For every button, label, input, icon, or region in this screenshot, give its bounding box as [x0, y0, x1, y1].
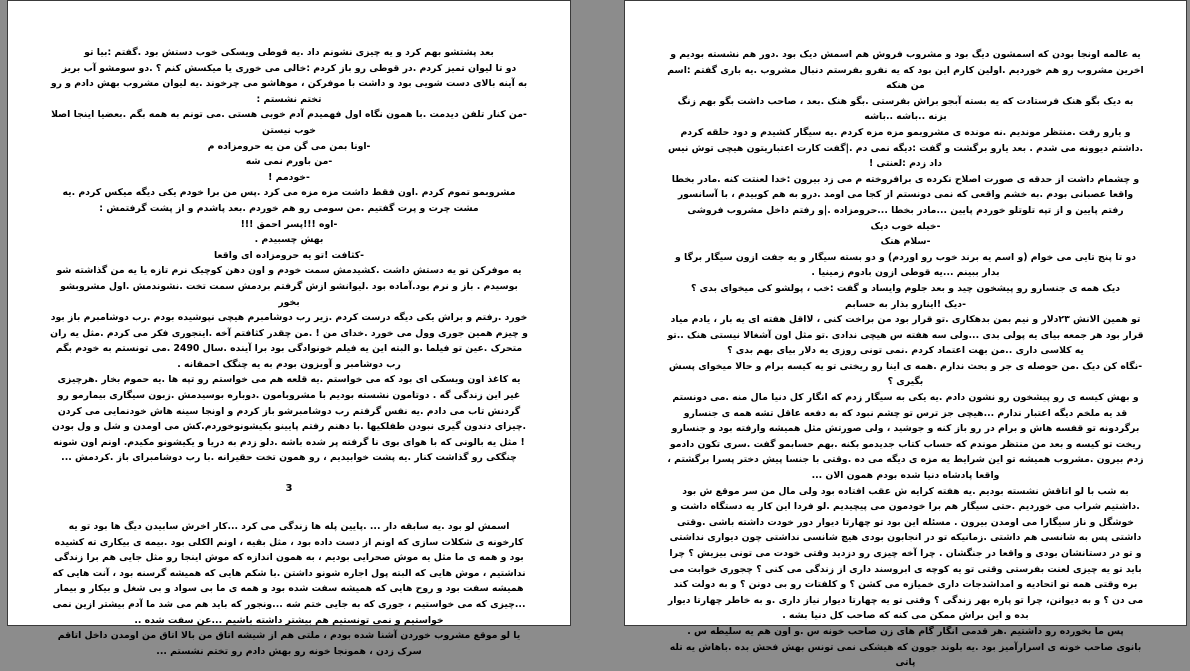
text-line: بعد پشتشو بهم کرد و یه چیزی نشونم داد .یه قوطی ویسکی خوب دستش بود .گفتم :بیا تو [84, 47, 494, 58]
text-line: به شب با لو اتاقش نشسته بودیم .یه هفته کرایه ش عقب افتاده بود ولی مال من سر موقع ش بود .داشتیم شراب می خوردیم .حتی سیگار هم برا خودمون می پیچیدیم .لو فردا این کار یه دستگاه داشت و خوشگل و ناز سیگارا می اومدن بیرون . مسئله این بود تو چهارتا دیوار دور خودت داشته باشی .وقتی داشتی پس به شانسی هم داشتی .زمانیکه تو در انجابون بودی هیچ شانسی نداشتی چون دیواری نداشتی و تو در دستانشان بودی و واقعا در جنگشان . چرا آخه چیزی رو دزدید وقتی خودت می تونی بیزیش ؟ چرا باید تو یه چیزی لعنت بفرستی وقتی تو یه کوچه ی ابروسند داری از زندگی می کنی ؟ چجوری خوابت می بره وقتی همه تو اتحادیه و امداشدجات داری خمیازه می کشن ؟ و کلفتات رو بی دونن ؟ و به دولت کند می دن ؟ و به دیوانن، چرا تو پاره بهر زندگی ؟ وقتی تو یه چهارتا دیوار نیاز داری .و به خاطر چهارتا دیوار بده و این براش ممکن می کنه که صاحب کل دنیا بشه . [667, 485, 1144, 622]
right-page-body [667, 47, 1144, 671]
text-line: یه موفرکن تو یه دستش داشت .کشیدمش سمت خودم و اون دهن کوچیک نرم تازه یا یه من گذاشته شو بوسیدم . باز و نرم بود.آماده بود .لیوانشو ازش گرفتم بردمش سمت تخت .نشوندمش .اول مشروبشو بخور [56, 265, 522, 308]
text-line: -سلام هنک [880, 236, 931, 248]
text-line: پس ما بخورده رو داشتیم .هر قدمی انگار گام های زن صاحب خونه س .و اون هم یه سلیطه س . [687, 625, 1124, 637]
left-page-body-top [50, 45, 528, 466]
text-line: یه کاغذ اون ویسکی ای بود که می خواستم .یه قلعه هم می خواستم رو تپه ها .یه حموم بخار .هرچیزی غیر این زندگی گه . دوتامون نشسته بودیم با مشروبامون .دوباره بوسیدمش .زبون سیگاری بیمارمو رو گردنش تاب می دادم .یه نفس گرفتم رب دوشامبرشو باز کردم و اونجا سینه هاش خودنمایی می کردن .چیزای دندون گیری نبودن طفلکیها .با دهنم رفتم پایینو بکیشونوخوردم.کش می اومدن و شل و ول بودن ! مثل یه بالونی که با هوای بوی نا گرفته پر شده باشه .دلو زدم به دریا و یکیشونو مکیدم. اونم اون شونه چنگکی رو گذاشت کنار .یه پشت خوابیدیم ، رو همون تخت حقیرانه .با رب دوشامبرای باز .کردمش ... [51, 374, 527, 464]
text-line: به آینه بالای دست شویی بود و داشت با موفرکن ، موهاشو می چرخوند .یه لیوان مشروب بهش دادم و رو تختم نشستم : [50, 78, 528, 105]
text-line: -من باورم نمی شه [245, 156, 333, 168]
page-number: 3 [285, 483, 293, 494]
text-line: -کثافت !تو یه حرومزاده ای واقعا [213, 249, 365, 261]
text-line: -نگاه کن دیک .من حوصله ی جر و بحث ندارم .همه ی اینا رو ریختی تو یه کیسه برام و حالا میخوای پسش بگیری ؟ [668, 360, 1143, 388]
text-line: دیک همه ی جنسارو رو پیشخون چید و بعد جلوم وایساد و گفت :خب ، پولشو کی میخوای بدی ؟ [690, 282, 1121, 294]
text-line: -اونا بمن می گن من یه حرومزاده م [207, 140, 371, 152]
text-line: اسمش لو بود .یه سابقه دار ... .پایین پله ها زندگی می کرد ...کار اخرش سابیدن دیگ ها بود تو یه کارخونه ی شکلات سازی که اونم از دست داده بود ، مثل بقیه ، اونم الکلی بود .بیمه ی بیکاری ته کشیده بود و همه ی ما مثل یه موش صحرایی بودیم ، به همون اندازه که موش اینجا رو مثل جایی هم برا زندگی نداشتیم ، موش هایی که البته پول اجاره شونو داشتن .با شکم هایی که همیشه گرسنه بود ، آنت هایی که همیشه سفت بود و روح هایی که همیشه سفت شده بود و همه ی ما بی سواد و بی شغل و بیکار و بیمار ...چیزی که می خواستیم ، جوری که به جایی ختم شه ...ونجور که باید هم می شد ما آدم بیشتر ازین نمی خواستیم و نمی تونستیم هم بیشتر داشته باشیم ...عن سفت شده .. [52, 521, 526, 626]
text-line: بهش چسبیدم . [254, 234, 324, 246]
text-line: مشروبمو تموم کردم .اون فقط داشت مزه مزه می کرد .پس من برا خودم یکی دیگه میکس کردم .یه مشت چرت و پرت گفتیم .من سومی رو هم خوردم .بعد پاشدم و از پشت گرفتمش : [62, 187, 516, 214]
document-page-right [624, 0, 1187, 669]
text-line: بانوی صاحب خونه ی اسرارآمیز بود .یه بلوند جوون که هیشکی نمی تونس بهش فحش بده .باهاش یه تله پاتی [669, 641, 1142, 669]
text-line: یه عالمه اونجا بودن که اسمشون دیگ بود و مشروب فروش هم اسمش دیک بود .دور هم نشسته بودیم و اخرین مشروب رو هم خوردیم .اولین کارم این بود که یه نفرو بفرستم دنبال مشروب .یه باری گفتم :اسم من هنکه [667, 49, 1144, 92]
text-line: -اوه !!!پسر احمق !!! [240, 218, 338, 230]
text-line: -دیک !اینارو بذار به حسابم [845, 298, 966, 310]
text-line: -خیله خوب دیک [870, 220, 941, 232]
text-line: و بهش کیسه ی رو پیشخون رو نشون دادم .یه یکی به سیگار زدم که انگار کل دنیا مال منه .می دونستم قد یه ملخم دیگه اعتبار ندارم ...هیچی جز ترس تو چشم نبود که به دفعه عاقل تشه همه ی جنسارو برگردونه تو قفسه هاش و برام در رو باز کنه و جوشید ، ولی صورتش مثل همیشه وارفته بود و جنسارو ریخت تو کیسه و بعد من منتظر موندم که حساب کتاب جدیدمو بکنه .بهم حسابمو گفت .سری تکون دادمو زدم بیرون .مشروب همیشه تو این شرایط یه مزه ی دیگه می ده .وقتی با جنسا پیش دختر پسرا برگشتم ، واقعا پادشاه دنیا شده بودم همون الان ... [667, 392, 1144, 482]
text-line: خورد .رفتم و براش یکی دیگه درست کردم .زیر رب دوشامبرم هیچی نپوشیده بودم .رب دوشامبرم باز بود و چیزم همین جوری وول می خورد .خدای من ! .من چقدر کثافتم آخه .اینجوری فکر می کردم .مثل یه ران متحرک .عین تو فیلما .و البته این یه فیلم خونوادگی بود برا آینده .سال 2490 .می تونستم به خودم بگم رب دوشامبر و آویزون بودم به یه چنگک احمقانه . [50, 312, 528, 370]
text-line: -خودمم ! [268, 171, 310, 183]
left-page-body-bottom [50, 519, 528, 659]
text-line: و یارو رفت .منتظر موندیم .نه مونده ی مشروبمو مزه مزه کردم .یه سیگار کشیدم و دود حلقه کردم .داشتم دیوونه می شدم . بعد یارو برگشت و گفت :دیگه نمی دم .|گفت کارت اعتباریتون هیچی توش نیس [667, 126, 1144, 154]
text-line: و چشمام داشت از حدقه ی صورت اصلاح نکرده ی برافروخته م می زد بیرون :خدا لعنتت کنه .مادر بخطا واقعا عصبانی بودم .به خشم واقعی که نمی دونستم از کجا می اومد .درو به هم کوبیدم ، با آسانسور رفتم پایین و از تپه تلوتلو خوردم پایین ...مادر بخطا ...حرومزاده .|و رفتم داخل مشروب فروشی [671, 173, 1140, 216]
text-line: دو تا پنج تایی می خوام (و اسم یه برند خوب رو اوردم) و دو بسته سیگار و یه جفت ازون سیگار برگا و بدار ببینم ...یه قوطی ازون بادوم زمینیا . [674, 251, 1137, 279]
text-line: یا لو موقع مشروب خوردن آشنا شده بودم ، ملتی هم از شیشه اتاق من بالا اتاق من اومدن داخل اتاقم سرک زدن ، همونجا خونه رو بهش دادم رو تختم نشستم ... [57, 630, 521, 657]
text-line: دو تا لیوان تمیز کردم .در قوطی رو باز کردم :خالی می خوری یا میکسش کنم ؟ .دو سومشو آب بریز [61, 62, 517, 74]
text-line: به دیک بگو هنک فرستادت که یه بسته آبجو براش بفرستی .بگو هنک .بعد ، صاحب داشت بگو بهم زنگ بزنه ..باشه ..باشه [677, 95, 1134, 123]
text-line: داد زدم :لعنتی ! [868, 158, 943, 170]
text-line: تو همین الانش ۲۳دلار و نیم بمن بدهکاری .تو قرار بود من براخت کنی ، لااقل هفته ای یه بار ، یادم میاد قرار بود هر جمعه بیای یه پولی بدی ...ولی سه هفته س هیچی ندادی .تو مثل اون آشغالا نیستی هنک ..تو یه کلاسی داری ..من بهت اعتماد کردم .نمی تونی روزی یه دلار بیای بهم بدی ؟ [667, 314, 1144, 357]
document-page-left [7, 0, 571, 657]
text-line: -من کنار تلفن دیدمت .با همون نگاه اول فهمیدم آدم خوبی هستی .می تونم به همه بگم .بعضیا اینجا اصلا خوب نیستن [51, 109, 527, 136]
